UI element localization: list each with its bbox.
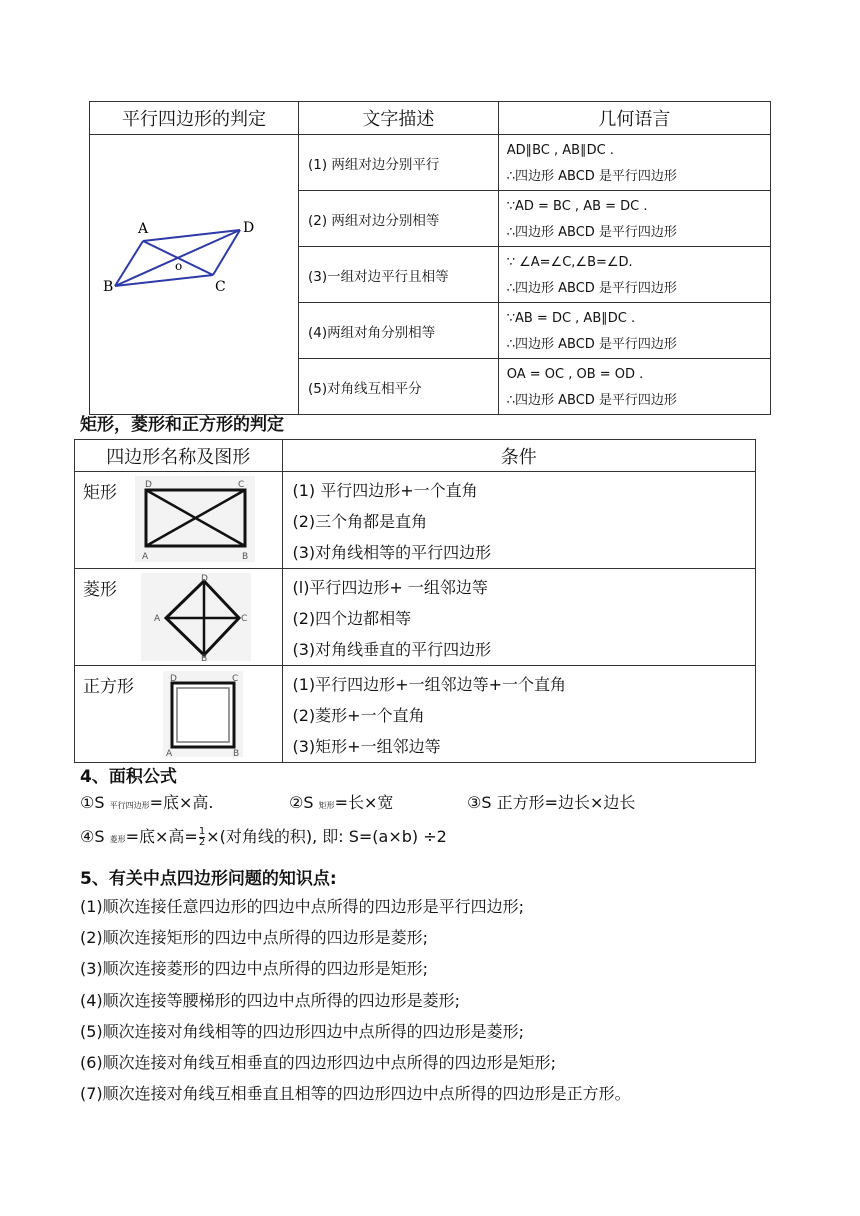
formula-prefix: ④S bbox=[80, 827, 110, 846]
label-a: A bbox=[154, 614, 161, 624]
formula-square-area: ③S 正方形=边长×边长 bbox=[467, 793, 636, 812]
label-d: D bbox=[201, 574, 208, 584]
list-item: (5)顺次连接对角线相等的四边形四边中点所得的四边形是菱形; bbox=[80, 1022, 525, 1041]
geometry-premise: ∵AB = DC , AB∥DC . bbox=[506, 311, 636, 326]
criteria-geometry bbox=[498, 135, 770, 191]
section-title-area-formulas: 4、面积公式 bbox=[80, 767, 177, 787]
rhombus-conditions bbox=[282, 569, 756, 666]
square-figure bbox=[163, 671, 243, 757]
label-b: B bbox=[103, 278, 114, 295]
formula-parallelogram-area bbox=[80, 792, 214, 817]
formula-subscript: 菱形 bbox=[109, 835, 126, 844]
rhombus-cell bbox=[75, 569, 283, 666]
table1-header-row bbox=[90, 102, 771, 135]
label-d: D bbox=[243, 219, 255, 236]
list-item: (3)顺次连接菱形的四边中点所得的四边形是矩形; bbox=[80, 959, 429, 978]
label-a: A bbox=[166, 749, 173, 757]
criteria-description: (4)两组对角分别相等 bbox=[299, 303, 499, 359]
label-c: C bbox=[238, 480, 245, 490]
list-item: (4)顺次连接等腰梯形的四边中点所得的四边形是菱形; bbox=[80, 991, 461, 1010]
geometry-premise: AD∥BC , AB∥DC . bbox=[506, 143, 614, 158]
geometry-conclusion: ∴四边形 ABCD 是平行四边形 bbox=[506, 169, 677, 184]
parallelogram-criteria-table bbox=[89, 101, 771, 415]
geometry-premise: ∵AD = BC , AB = DC . bbox=[506, 199, 648, 214]
diagonal-bd bbox=[115, 230, 240, 286]
formula-prefix: ②S bbox=[289, 793, 319, 812]
label-c: C bbox=[241, 614, 248, 624]
geometry-conclusion: ∴四边形 ABCD 是平行四边形 bbox=[506, 393, 677, 408]
formula-body: =底×高. bbox=[149, 793, 214, 812]
formula-body: =长×宽 bbox=[334, 793, 394, 812]
criteria-geometry bbox=[498, 303, 770, 359]
criteria-geometry bbox=[498, 359, 770, 415]
geometry-conclusion: ∴四边形 ABCD 是平行四边形 bbox=[506, 225, 677, 240]
condition-item: (l)平行四边形+ 一组邻边等 bbox=[292, 578, 488, 597]
geometry-premise: ∵ ∠A=∠C,∠B=∠D. bbox=[506, 255, 633, 270]
criteria-description: (2) 两组对边分别相等 bbox=[299, 191, 499, 247]
condition-item: (3)对角线垂直的平行四边形 bbox=[292, 640, 492, 659]
rhombus-figure bbox=[141, 573, 251, 661]
list-item: (6)顺次连接对角线互相垂直的四边形四边中点所得的四边形是矩形; bbox=[80, 1053, 557, 1072]
label-b: B bbox=[201, 654, 208, 661]
criteria-description: (1) 两组对边分别平行 bbox=[299, 135, 499, 191]
criteria-geometry bbox=[498, 247, 770, 303]
parallelogram-figure-cell bbox=[90, 135, 299, 415]
square-outline bbox=[172, 683, 234, 747]
condition-item: (1) 平行四边形+一个直角 bbox=[292, 481, 478, 500]
condition-item: (2)四个边都相等 bbox=[292, 609, 412, 628]
formula-rectangle-area bbox=[289, 792, 393, 817]
formula-rhombus-area bbox=[80, 826, 447, 851]
geometry-conclusion: ∴四边形 ABCD 是平行四边形 bbox=[506, 337, 677, 352]
section-title-special-quadrilaterals: 矩形，菱形和正方形的判定 bbox=[80, 415, 284, 435]
formula-prefix: ①S bbox=[80, 793, 110, 812]
condition-item: (2)菱形+一个直角 bbox=[292, 706, 425, 725]
table-row bbox=[75, 666, 756, 763]
condition-item: (3)矩形+一组邻边等 bbox=[292, 737, 441, 756]
condition-item: (1)平行四边形+一组邻边等+一个直角 bbox=[292, 675, 566, 694]
table-row bbox=[75, 472, 756, 569]
label-d: D bbox=[170, 674, 177, 684]
criteria-description: (3)一组对边平行且相等 bbox=[299, 247, 499, 303]
geometry-conclusion: ∴四边形 ABCD 是平行四边形 bbox=[506, 281, 677, 296]
formula-tail: ×(对角线的积), 即: S=(a×b) ÷2 bbox=[206, 827, 447, 846]
criteria-geometry bbox=[498, 191, 770, 247]
condition-item: (3)对角线相等的平行四边形 bbox=[292, 543, 492, 562]
label-c: C bbox=[215, 278, 226, 295]
label-o: o bbox=[175, 258, 183, 273]
formula-body: =底×高= bbox=[125, 827, 198, 846]
shape-name: 正方形 bbox=[83, 677, 134, 697]
label-b: B bbox=[233, 749, 240, 757]
label-a: A bbox=[142, 552, 149, 562]
special-quadrilateral-table bbox=[74, 439, 756, 763]
formula-subscript: 平行四边形 bbox=[109, 801, 150, 810]
rectangle-conditions bbox=[282, 472, 756, 569]
fraction-numerator: 1 bbox=[198, 826, 206, 837]
fraction-one-half bbox=[199, 827, 205, 848]
table2-header-conditions: 条件 bbox=[282, 440, 756, 472]
table1-header-criteria: 平行四边形的判定 bbox=[90, 102, 299, 135]
list-item: (7)顺次连接对角线互相垂直且相等的四边形四边中点所得的四边形是正方形。 bbox=[80, 1084, 631, 1103]
formula-subscript: 矩形 bbox=[318, 801, 335, 810]
label-a: A bbox=[138, 220, 149, 237]
square-cell bbox=[75, 666, 283, 763]
list-item: (2)顺次连接矩形的四边中点所得的四边形是菱形; bbox=[80, 928, 429, 947]
rectangle-cell bbox=[75, 472, 283, 569]
condition-item: (2)三个角都是直角 bbox=[292, 512, 428, 531]
criteria-description: (5)对角线互相平分 bbox=[299, 359, 499, 415]
shape-name: 菱形 bbox=[83, 580, 117, 600]
parallelogram-figure bbox=[90, 139, 298, 411]
section-title-midpoint-quadrilateral: 5、有关中点四边形问题的知识点: bbox=[80, 869, 337, 889]
fraction-denominator: 2 bbox=[198, 837, 206, 848]
shape-name: 矩形 bbox=[83, 483, 117, 503]
square-conditions bbox=[282, 666, 756, 763]
table2-header-shape: 四边形名称及图形 bbox=[75, 440, 283, 472]
rectangle-figure bbox=[135, 476, 255, 562]
geometry-premise: OA = OC , OB = OD . bbox=[506, 367, 644, 382]
label-d: D bbox=[145, 480, 152, 490]
table-row bbox=[90, 135, 771, 191]
table2-header-row bbox=[75, 440, 756, 472]
table1-header-description: 文字描述 bbox=[299, 102, 499, 135]
table-row bbox=[75, 569, 756, 666]
list-item: (1)顺次连接任意四边形的四边中点所得的四边形是平行四边形; bbox=[80, 897, 525, 916]
table1-header-geometry: 几何语言 bbox=[498, 102, 770, 135]
label-b: B bbox=[242, 552, 249, 562]
label-c: C bbox=[232, 674, 239, 684]
